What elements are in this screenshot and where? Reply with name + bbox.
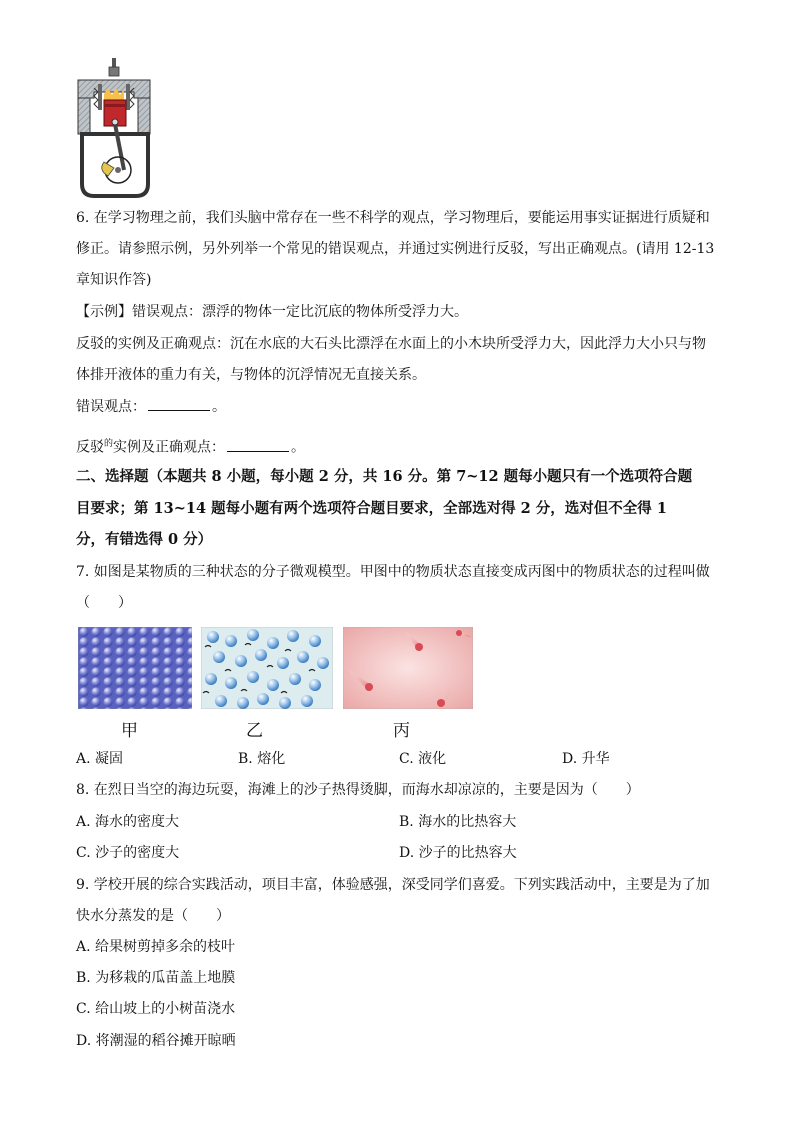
wrong-view-end: 。 <box>212 399 226 415</box>
engine-diagram <box>74 58 156 200</box>
q6-rebuttal-line1: 反驳的实例及正确观点：沉在水底的大石头比漂浮在水面上的小木块所受浮力大，因此浮力大小只与物 <box>76 336 706 352</box>
figure-label-jia: 甲 <box>121 721 138 741</box>
q6-wrong-view-row <box>76 396 226 418</box>
rebuttal-label-a: 反驳 <box>76 439 104 456</box>
wrong-view-blank[interactable] <box>148 396 210 411</box>
q9-option-d[interactable]: D. 将潮湿的稻谷摊开晾晒 <box>76 1033 236 1049</box>
liquid-state-figure <box>201 627 333 709</box>
q9-option-b[interactable]: B. 为移栽的瓜苗盖上地膜 <box>76 970 236 986</box>
q6-rebuttal-answer-row <box>76 433 305 459</box>
q7-option-d[interactable]: D. 升华 <box>562 751 610 767</box>
q6-stem-line3: 章知识作答) <box>76 272 152 288</box>
q9-option-a[interactable]: A. 给果树剪掉多余的枝叶 <box>76 939 236 955</box>
rebuttal-blank[interactable] <box>227 437 289 452</box>
q7-option-c[interactable]: C. 液化 <box>399 751 447 767</box>
section2-heading-line3: 分，有错选得 0 分） <box>76 531 213 548</box>
q8-stem: 8. 在烈日当空的海边玩耍，海滩上的沙子热得烫脚，而海水却凉凉的，主要是因为（ ） <box>76 782 640 798</box>
q7-option-b[interactable]: B. 熔化 <box>238 751 286 767</box>
q6-example: 【示例】错误观点：漂浮的物体一定比沉底的物体所受浮力大。 <box>76 304 468 320</box>
q8-option-d[interactable]: D. 沙子的比热容大 <box>399 845 517 861</box>
solid-state-figure <box>78 627 192 709</box>
section2-heading-line1: 二、选择题（本题共 8 小题，每小题 2 分，共 16 分。第 7~12 题每小题只有一个选项符合题 <box>76 468 693 485</box>
figure-label-bing: 丙 <box>393 721 410 741</box>
q6-stem-line2: 修正。请参照示例，另外列举一个常见的错误观点，并通过实例进行反驳，写出正确观点。(请用 12-13 <box>76 241 715 257</box>
q8-option-c[interactable]: C. 沙子的密度大 <box>76 845 180 861</box>
q8-option-b[interactable]: B. 海水的比热容大 <box>399 814 517 830</box>
rebuttal-end: 。 <box>291 439 306 456</box>
q6-rebuttal-line2: 体排开液体的重力有关，与物体的沉浮情况无直接关系。 <box>76 367 426 383</box>
figure-label-yi: 乙 <box>246 721 263 741</box>
q9-option-c[interactable]: C. 给山坡上的小树苗浇水 <box>76 1001 236 1017</box>
rebuttal-label-b: 实例及正确观点： <box>113 439 226 456</box>
q9-stem-line2: 快水分蒸发的是（ ） <box>76 908 230 924</box>
q7-option-a[interactable]: A. 凝固 <box>76 751 124 767</box>
q9-stem-line1: 9. 学校开展的综合实践活动，项目丰富，体验感强，深受同学们喜爱。下列实践活动中，主要是为了加 <box>76 877 710 893</box>
q8-option-a[interactable]: A. 海水的密度大 <box>76 814 180 830</box>
q7-stem-line2: （ ） <box>76 595 132 611</box>
q6-stem-line1: 6. 在学习物理之前，我们头脑中常存在一些不科学的观点，学习物理后，要能运用事实证据进行质疑和 <box>76 210 710 226</box>
rebuttal-label-sup: 的 <box>104 439 114 449</box>
gas-state-figure <box>343 627 473 709</box>
wrong-view-label: 错误观点： <box>76 399 146 415</box>
section2-heading-line2: 目要求；第 13~14 题每小题有两个选项符合题目要求，全部选对得 2 分，选对但不全得 1 <box>76 500 667 517</box>
q7-stem-line1: 7. 如图是某物质的三种状态的分子微观模型。甲图中的物质状态直接变成丙图中的物质状态的过程叫做 <box>76 564 710 580</box>
